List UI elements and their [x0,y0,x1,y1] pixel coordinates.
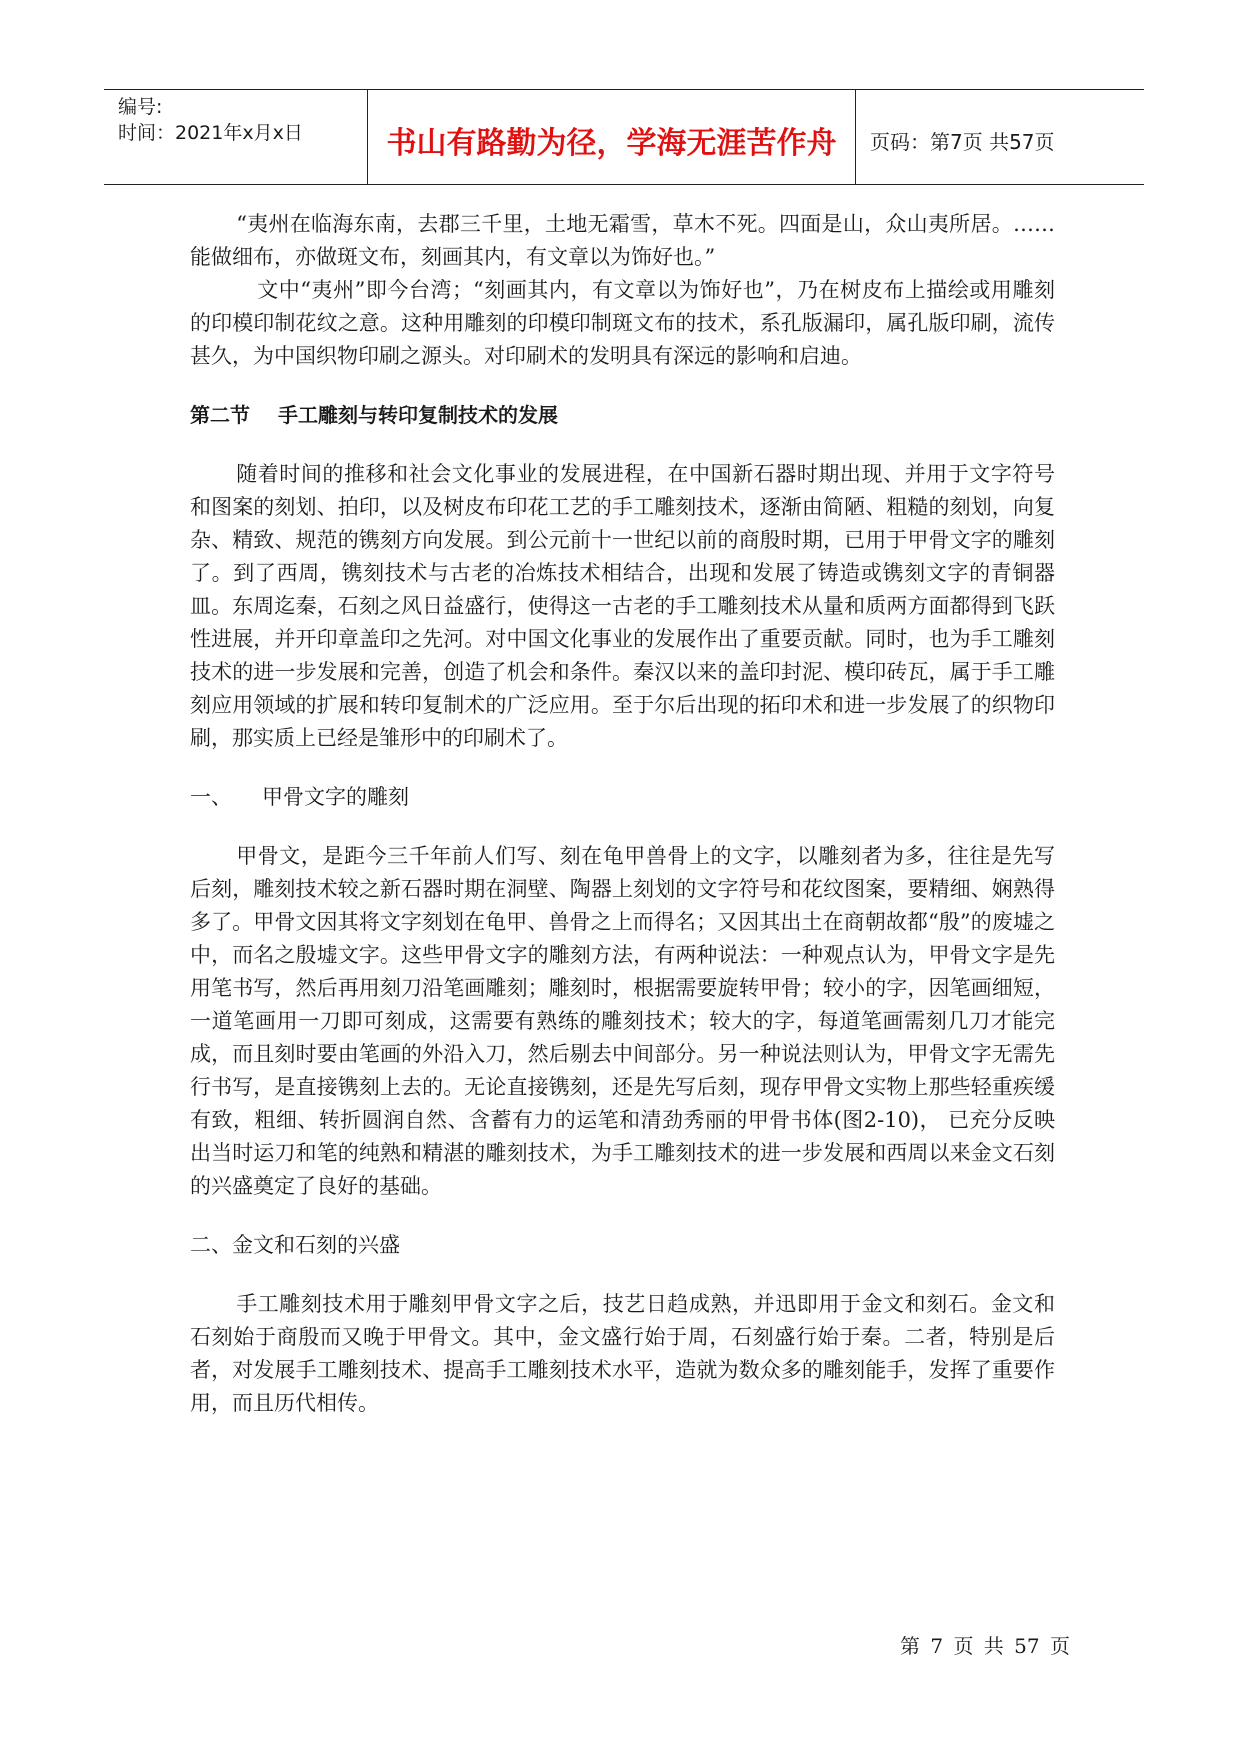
page-footer: 第 7 页 共 57 页 [900,1634,1070,1658]
subsection-number-1: 一、 [190,785,232,809]
subsection-title-1: 甲骨文字的雕刻 [262,785,409,809]
header-page-label: 页码：第7页 共57页 [870,129,1055,154]
header-motto: 书山有路勤为径，学海无涯苦作舟 [368,90,856,184]
quote-paragraph: “夷州在临海东南，去郡三千里，土地无霜雪，草木不死。四面是山，众山夷所居。……能做细布，亦做斑文布，刻画其内，有文章以为饰好也。” [190,212,1055,269]
section-paragraph: 随着时间的推移和社会文化事业的发展进程，在中国新石器时期出现、并用于文字符号和图案的刻划、拍印，以及树皮布印花工艺的手工雕刻技术，逐渐由简陋、粗糙的刻划，向复杂、精致、规范的镌刻方向发展。到公元前十一世纪以前的商殷时期，已用于甲骨文字的雕刻了。到了西周，镌刻技术与古老的冶炼技术相结合，出现和发展了铸造或镌刻文字的青铜器皿。东周迄秦，石刻之风日益盛行，使得这一古老的手工雕刻技术从量和质两方面都得到飞跃性进展，并开印章盖印之先河。对中国文化事业的发展作出了重要贡献。同时，也为手工雕刻技术的进一步发展和完善，创造了机会和条件。秦汉以来的盖印封泥、模印砖瓦，属于手工雕刻应用领域的扩展和转印复制术的广泛应用。至于尔后出现的拓印术和进一步发展了的织物印刷，那实质上已经是雏形中的印刷术了。 [190,462,1055,750]
subsection-paragraph-2: 手工雕刻技术用于雕刻甲骨文字之后，技艺日趋成熟，并迅即用于金文和刻石。金文和石刻始于商殷而又晚于甲骨文。其中，金文盛行始于周，石刻盛行始于秦。二者，特别是后者，对发展手工雕刻技术、提高手工雕刻技术水平，造就为数众多的雕刻能手，发挥了重要作用，而且历代相传。 [190,1292,1055,1415]
explanation-paragraph: 文中“夷州”即今台湾；“刻画其内，有文章以为饰好也”，乃在树皮布上描绘或用雕刻的印模印制花纹之意。这种用雕刻的印模印制斑文布的技术，系孔版漏印，属孔版印刷，流传甚久，为中国织物印刷之源头。对印刷术的发明具有深远的影响和启迪。 [190,278,1055,368]
header-info-cell [104,90,368,184]
section-heading [190,399,1055,432]
section-title: 手工雕刻与转印复制技术的发展 [278,403,558,427]
document-number-label: 编号: [118,96,163,118]
subsection-heading-1 [190,781,1055,814]
subsection-heading-2: 二、金文和石刻的兴盛 [190,1233,400,1257]
section-number: 第二节 [190,403,250,427]
subsection-paragraph-1: 甲骨文，是距今三千年前人们写、刻在龟甲兽骨上的文字，以雕刻者为多，往往是先写后刻，雕刻技术较之新石器时期在洞壁、陶器上刻划的文字符号和花纹图案，要精细、娴熟得多了。甲骨文因其将文字刻划在龟甲、兽骨之上而得名；又因其出土在商朝故都“殷”的废墟之中，而名之殷墟文字。这些甲骨文字的雕刻方法，有两种说法：一种观点认为，甲骨文字是先用笔书写，然后再用刻刀沿笔画雕刻；雕刻时，根据需要旋转甲骨；较小的字，因笔画细短，一道笔画用一刀即可刻成，这需要有熟练的雕刻技术；较大的字，每道笔画需刻几刀才能完成，而且刻时要由笔画的外沿入刀，然后剔去中间部分。另一种说法则认为，甲骨文字无需先行书写，是直接镌刻上去的。无论直接镌刻，还是先写后刻，现存甲骨文实物上那些轻重疾缓有致，粗细、转折圆润自然、含蓄有力的运笔和清劲秀丽的甲骨书体(图2-10)， 已充分反映出当时运刀和笔的纯熟和精湛的雕刻技术，为手工雕刻技术的进一步发展和西周以来金文石刻的兴盛奠定了良好的基础。 [190,844,1055,1198]
document-time-label: 时间：2021年x月x日 [118,122,303,144]
document-body [190,208,1055,1420]
page-header [104,89,1144,185]
